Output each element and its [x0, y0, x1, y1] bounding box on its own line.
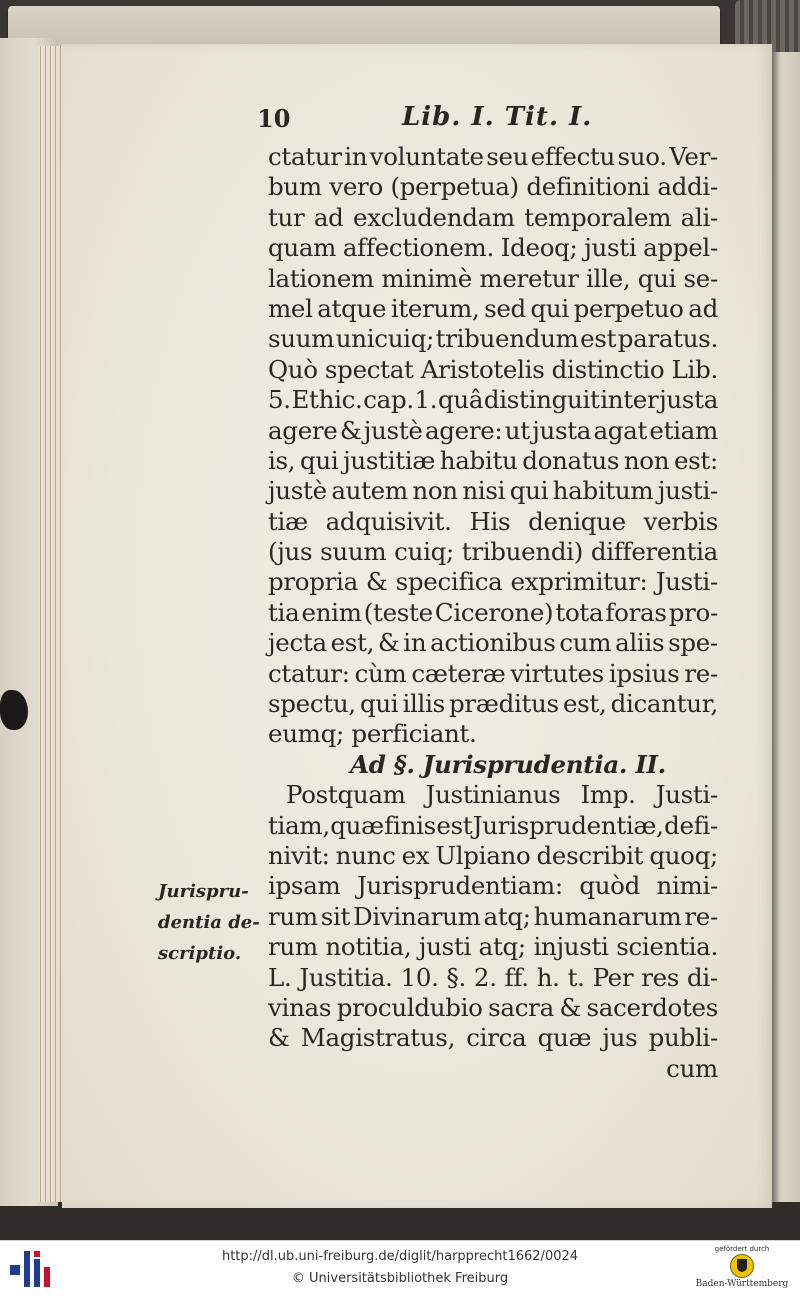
word: mel: [268, 293, 313, 323]
word: habitum: [552, 476, 654, 506]
text-line: [268, 993, 718, 1023]
word: (jus: [268, 537, 313, 567]
word: inter: [600, 385, 659, 415]
word: cum: [559, 628, 612, 658]
text-line: [268, 932, 718, 962]
word: Quò: [268, 354, 318, 384]
word: nivit:: [268, 840, 330, 870]
word: qui: [300, 445, 339, 475]
word: se-: [683, 263, 718, 293]
word: quòd: [579, 871, 641, 901]
word: &: [339, 415, 362, 445]
word: est,: [562, 689, 607, 719]
word: paratus.: [617, 324, 718, 354]
word: est: [580, 324, 617, 354]
text-line: [268, 659, 718, 689]
word: virtutes: [510, 658, 604, 688]
word: Aristotelis: [420, 354, 545, 384]
text-line: [268, 294, 718, 324]
text-line: [268, 537, 718, 567]
word: seu: [486, 142, 529, 171]
word: atque: [317, 293, 387, 323]
permalink-url[interactable]: http://dl.ub.uni-freiburg.de/diglit/harpprecht1662/0024: [221, 1249, 579, 1264]
word: Justinianus: [425, 780, 561, 810]
word: justi: [418, 932, 472, 962]
word: etiam: [649, 415, 718, 445]
word: jus: [602, 1023, 638, 1053]
text-line: [268, 689, 718, 719]
word: tribuendi): [461, 537, 584, 567]
word: circa: [466, 1023, 527, 1053]
word: &: [366, 567, 388, 597]
text-line: [268, 507, 718, 537]
body-text: [268, 142, 718, 1084]
sponsor-label: gefördert durch: [714, 1245, 770, 1253]
word: dicantur,: [610, 689, 718, 719]
word: tiam,: [268, 810, 330, 840]
word: foras: [605, 597, 667, 627]
word: denique: [528, 506, 626, 536]
catchword: cum: [666, 1053, 718, 1083]
word: justè: [268, 476, 327, 506]
word: tia: [268, 597, 300, 627]
text-line: [268, 780, 718, 810]
word: ipsam: [268, 871, 341, 901]
word: §.: [446, 962, 466, 992]
word: h.: [536, 962, 560, 992]
text-line: [268, 203, 718, 233]
word: injusti: [533, 932, 609, 962]
word: bum: [268, 172, 322, 202]
page-number: 10: [257, 104, 291, 133]
word: justi: [584, 233, 637, 263]
word: nisi: [462, 476, 506, 506]
word: illis: [402, 689, 445, 719]
page-edges: [38, 46, 64, 1202]
word: Jurisprudentiæ,: [472, 810, 664, 840]
text-line: [268, 567, 718, 597]
word: qui: [359, 689, 399, 719]
word: temporalem: [524, 202, 672, 232]
word: qui: [637, 263, 677, 293]
text-line: [268, 355, 718, 385]
word: tribuendum: [435, 324, 579, 354]
word: non: [623, 445, 670, 475]
word: Magistratus,: [300, 1023, 456, 1053]
word: suum: [320, 537, 387, 567]
word: voluntate: [369, 142, 484, 171]
word: Justi-: [655, 567, 718, 597]
word: sacerdotes: [586, 992, 718, 1022]
word: quæ: [537, 1023, 592, 1053]
word: scientia.: [616, 932, 718, 962]
word: re-: [684, 658, 718, 688]
word: 10.: [400, 962, 439, 992]
word: humanarum: [533, 901, 682, 931]
text-line: [268, 598, 718, 628]
coat-of-arms-icon: [730, 1254, 754, 1278]
word: is,: [268, 445, 296, 475]
word: tota: [555, 597, 604, 627]
word: in: [344, 142, 368, 171]
word: justa: [532, 415, 592, 445]
word: unicuiq;: [335, 324, 435, 354]
word: (teste: [363, 597, 433, 627]
word: ad: [313, 202, 344, 232]
word: res: [641, 962, 680, 992]
word: proculdubio: [336, 992, 483, 1022]
word: cuiq;: [394, 537, 454, 567]
word: Postquam: [286, 780, 406, 810]
word: &: [268, 1023, 290, 1053]
word: 5.: [268, 385, 291, 415]
word: ali-: [680, 202, 718, 232]
text-line: eumq; perficiant.: [268, 719, 477, 749]
word: nunc: [335, 840, 396, 870]
word: ff.: [504, 962, 529, 992]
text-line: [268, 324, 718, 354]
text-line: [268, 172, 718, 202]
word: ctatur:: [268, 658, 350, 688]
text-line: [268, 385, 718, 415]
word: Justi-: [655, 780, 718, 810]
word: &: [377, 628, 400, 658]
word: ex: [401, 840, 430, 870]
text-line: [268, 416, 718, 446]
word: enim: [301, 597, 362, 627]
text-line: [268, 963, 718, 993]
word: Divinarum: [353, 901, 481, 931]
viewer-footer: [0, 1240, 800, 1299]
word: sit: [320, 901, 351, 931]
word: notitia,: [325, 932, 412, 962]
word: tur: [268, 202, 305, 232]
word: Imp.: [580, 780, 636, 810]
text-line: [268, 142, 718, 172]
word: affectionem.: [342, 233, 494, 263]
text-line: [268, 233, 718, 263]
word: ut: [504, 415, 530, 445]
word: adquisivit.: [325, 506, 452, 536]
word: lationem: [268, 263, 374, 293]
word: 1.: [414, 385, 438, 415]
word: quæ: [330, 810, 384, 840]
word: publi-: [648, 1023, 718, 1053]
word: tiæ: [268, 506, 308, 536]
word: distinguit: [483, 385, 600, 415]
word: vero: [329, 172, 383, 202]
word: actionibus: [430, 628, 556, 658]
word: agat: [593, 415, 648, 445]
word: Cicerone): [434, 597, 554, 627]
word: Ethic.: [291, 385, 363, 415]
word: justitiæ: [343, 445, 436, 475]
word: Ver-: [669, 142, 718, 171]
word: spectat: [324, 354, 414, 384]
sponsor-badge: [690, 1245, 794, 1297]
word: cæteræ: [411, 658, 506, 688]
word: cap.: [363, 385, 414, 415]
word: suo.: [617, 142, 667, 171]
word: in: [403, 628, 427, 658]
word: re-: [684, 901, 718, 931]
word: meretur: [479, 263, 579, 293]
word: Jurisprudentiam:: [356, 871, 563, 901]
word: agere: [268, 415, 338, 445]
word: justè: [363, 415, 423, 445]
word: ctatur: [268, 142, 342, 171]
word: Lib.: [671, 354, 718, 384]
ink-blot: [0, 690, 28, 730]
word: rum: [268, 901, 318, 931]
word: est,: [330, 628, 375, 658]
book-cover-top: [8, 6, 720, 46]
word: distinctio: [551, 354, 665, 384]
word: Per: [592, 962, 634, 992]
word: exprimitur:: [510, 567, 648, 597]
word: ad: [688, 293, 718, 323]
margin-note-line: scriptio.: [158, 943, 242, 964]
word: L.: [268, 962, 292, 992]
facing-page-edge: [770, 52, 800, 1202]
sponsor-name: Baden-Württemberg: [695, 1279, 789, 1289]
word: &: [559, 992, 581, 1022]
text-line: [268, 871, 718, 901]
word: effectu: [530, 142, 616, 171]
word: vinas: [268, 992, 332, 1022]
word: 2.: [473, 962, 497, 992]
word: spectu,: [268, 689, 356, 719]
text-line: [268, 476, 718, 506]
word: qui: [509, 476, 549, 506]
word: est: [436, 810, 473, 840]
word: atq;: [478, 932, 526, 962]
text-line: [268, 841, 718, 871]
word: rum: [268, 932, 318, 962]
text-line: [268, 446, 718, 476]
word: excludendam: [353, 202, 515, 232]
copyright-notice: © Universitätsbibliothek Freiburg: [291, 1271, 509, 1286]
word: qui: [530, 293, 569, 323]
word: est:: [673, 445, 718, 475]
section-heading: Ad §. Jurisprudentia. II.: [350, 749, 666, 779]
word: quâ: [437, 385, 484, 415]
word: iterum,: [390, 293, 480, 323]
running-head: Lib. I. Tit. I.: [402, 102, 593, 132]
word: addi-: [657, 172, 718, 202]
word: appel-: [643, 233, 718, 263]
word: His: [469, 506, 511, 536]
word: minimè: [381, 263, 473, 293]
margin-note-line: Jurispru-: [158, 881, 249, 902]
word: donatus: [522, 445, 620, 475]
word: Ulpiano: [435, 840, 531, 870]
word: sed: [484, 293, 526, 323]
word: definitioni: [526, 172, 650, 202]
text-line: [268, 628, 718, 658]
word: defi-: [664, 810, 718, 840]
word: propria: [268, 567, 358, 597]
margin-note-line: dentia de-: [158, 912, 260, 933]
word: justa: [659, 385, 718, 415]
word: Justitia.: [299, 962, 393, 992]
word: describit: [536, 840, 644, 870]
word: agere:: [424, 415, 503, 445]
word: cùm: [354, 658, 407, 688]
word: differentia: [590, 537, 718, 567]
word: di-: [687, 962, 718, 992]
word: t.: [567, 962, 585, 992]
word: pro-: [668, 597, 718, 627]
word: specifica: [395, 567, 503, 597]
word: suum: [268, 324, 335, 354]
word: ille,: [586, 263, 631, 293]
word: verbis: [643, 506, 718, 536]
text-line: [268, 811, 718, 841]
word: non: [412, 476, 458, 506]
word: nimi-: [656, 871, 718, 901]
text-line: [268, 1023, 718, 1053]
word: atq;: [483, 901, 531, 931]
word: sacra: [488, 992, 554, 1022]
word: (perpetua): [390, 172, 519, 202]
text-line: [268, 902, 718, 932]
word: ipsius: [608, 658, 680, 688]
word: habitu: [439, 445, 518, 475]
word: finis: [384, 810, 436, 840]
word: præditus: [449, 689, 559, 719]
page-header: [257, 100, 737, 140]
word: justi-: [657, 476, 718, 506]
word: perpetuo: [573, 293, 684, 323]
word: aliis: [615, 628, 665, 658]
word: Ideoq;: [500, 233, 578, 263]
margin-note: [158, 876, 268, 969]
word: jecta: [268, 628, 327, 658]
word: spe-: [668, 628, 718, 658]
text-line: [268, 264, 718, 294]
word: autem: [331, 476, 408, 506]
word: quam: [268, 233, 337, 263]
word: quoq;: [649, 840, 718, 870]
